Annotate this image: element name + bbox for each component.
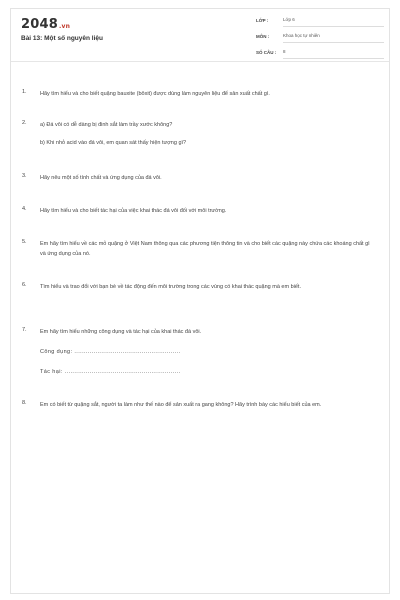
question-text: Hãy nêu một số tính chất và ứng dụng của đá vôi.: [40, 175, 162, 181]
worksheet-header: [11, 9, 389, 62]
question-number: 3.: [22, 173, 27, 179]
meta-panel: [256, 15, 384, 63]
answer-line-uses[interactable]: Công dụng: .......................................................: [40, 349, 181, 355]
class-label: LỚP :: [256, 18, 269, 23]
lesson-title: Bài 13: Một số nguyên liệu: [21, 35, 103, 42]
question-number: 5.: [22, 239, 27, 245]
meta-subject-row: [256, 31, 384, 47]
question-number: 2.: [22, 120, 27, 126]
question-number: 1.: [22, 89, 27, 95]
class-value: Lớp 6: [283, 17, 384, 27]
subject-value: Khoa học tự nhiên: [283, 33, 384, 43]
logo-text: 2048: [21, 17, 58, 32]
question-text: Hãy tìm hiểu và cho biết quặng bauxite (bôxit) được dùng làm nguyên liệu để sản xuất chất gì.: [40, 91, 270, 97]
meta-class-row: [256, 15, 384, 31]
question-number: 4.: [22, 206, 27, 212]
site-logo[interactable]: [21, 17, 70, 32]
question-part-a: a) Đá vôi có dễ dàng bị đinh sắt làm trầy xước không?: [40, 122, 173, 128]
question-text: Em có biết từ quặng sắt, người ta làm như thế nào để sản xuất ra gang không? Hãy trình bày các hiểu biết của em.: [40, 402, 322, 408]
question-text-block: [40, 120, 377, 148]
question-text-block: [40, 327, 377, 377]
count-value: 8: [283, 49, 384, 59]
question-number: 6.: [22, 282, 27, 288]
question-text: Em hãy tìm hiểu về các mỏ quặng ở Việt Nam thông qua các phương tiện thông tin và cho biết các quặng này chứa các khoáng chất gì và ứng dụng của nó.: [40, 241, 370, 257]
question-text: Em hãy tìm hiểu những công dụng và tác hại của khai thác đá vôi.: [40, 329, 202, 335]
question-number: 8.: [22, 400, 27, 406]
worksheet-page: [10, 8, 390, 594]
meta-count-row: [256, 47, 384, 63]
subject-label: MÔN :: [256, 34, 270, 39]
answer-line-harms[interactable]: Tác hại: ............................................................: [40, 369, 181, 375]
question-text: Hãy tìm hiểu và cho biết tác hại của việc khai thác đá vôi đối với môi trường.: [40, 208, 227, 214]
question-number: 7.: [22, 327, 27, 333]
question-part-b: b) Khi nhỏ acid vào đá vôi, em quan sát thấy hiện tượng gì?: [40, 140, 187, 146]
count-label: SỐ CÂU :: [256, 50, 277, 55]
logo-suffix: .vn: [58, 23, 71, 30]
question-text: Tìm hiểu và trao đổi với bạn bè về tác động đến môi trường trong các vùng có khai thác quặng mà em biết.: [40, 284, 301, 290]
